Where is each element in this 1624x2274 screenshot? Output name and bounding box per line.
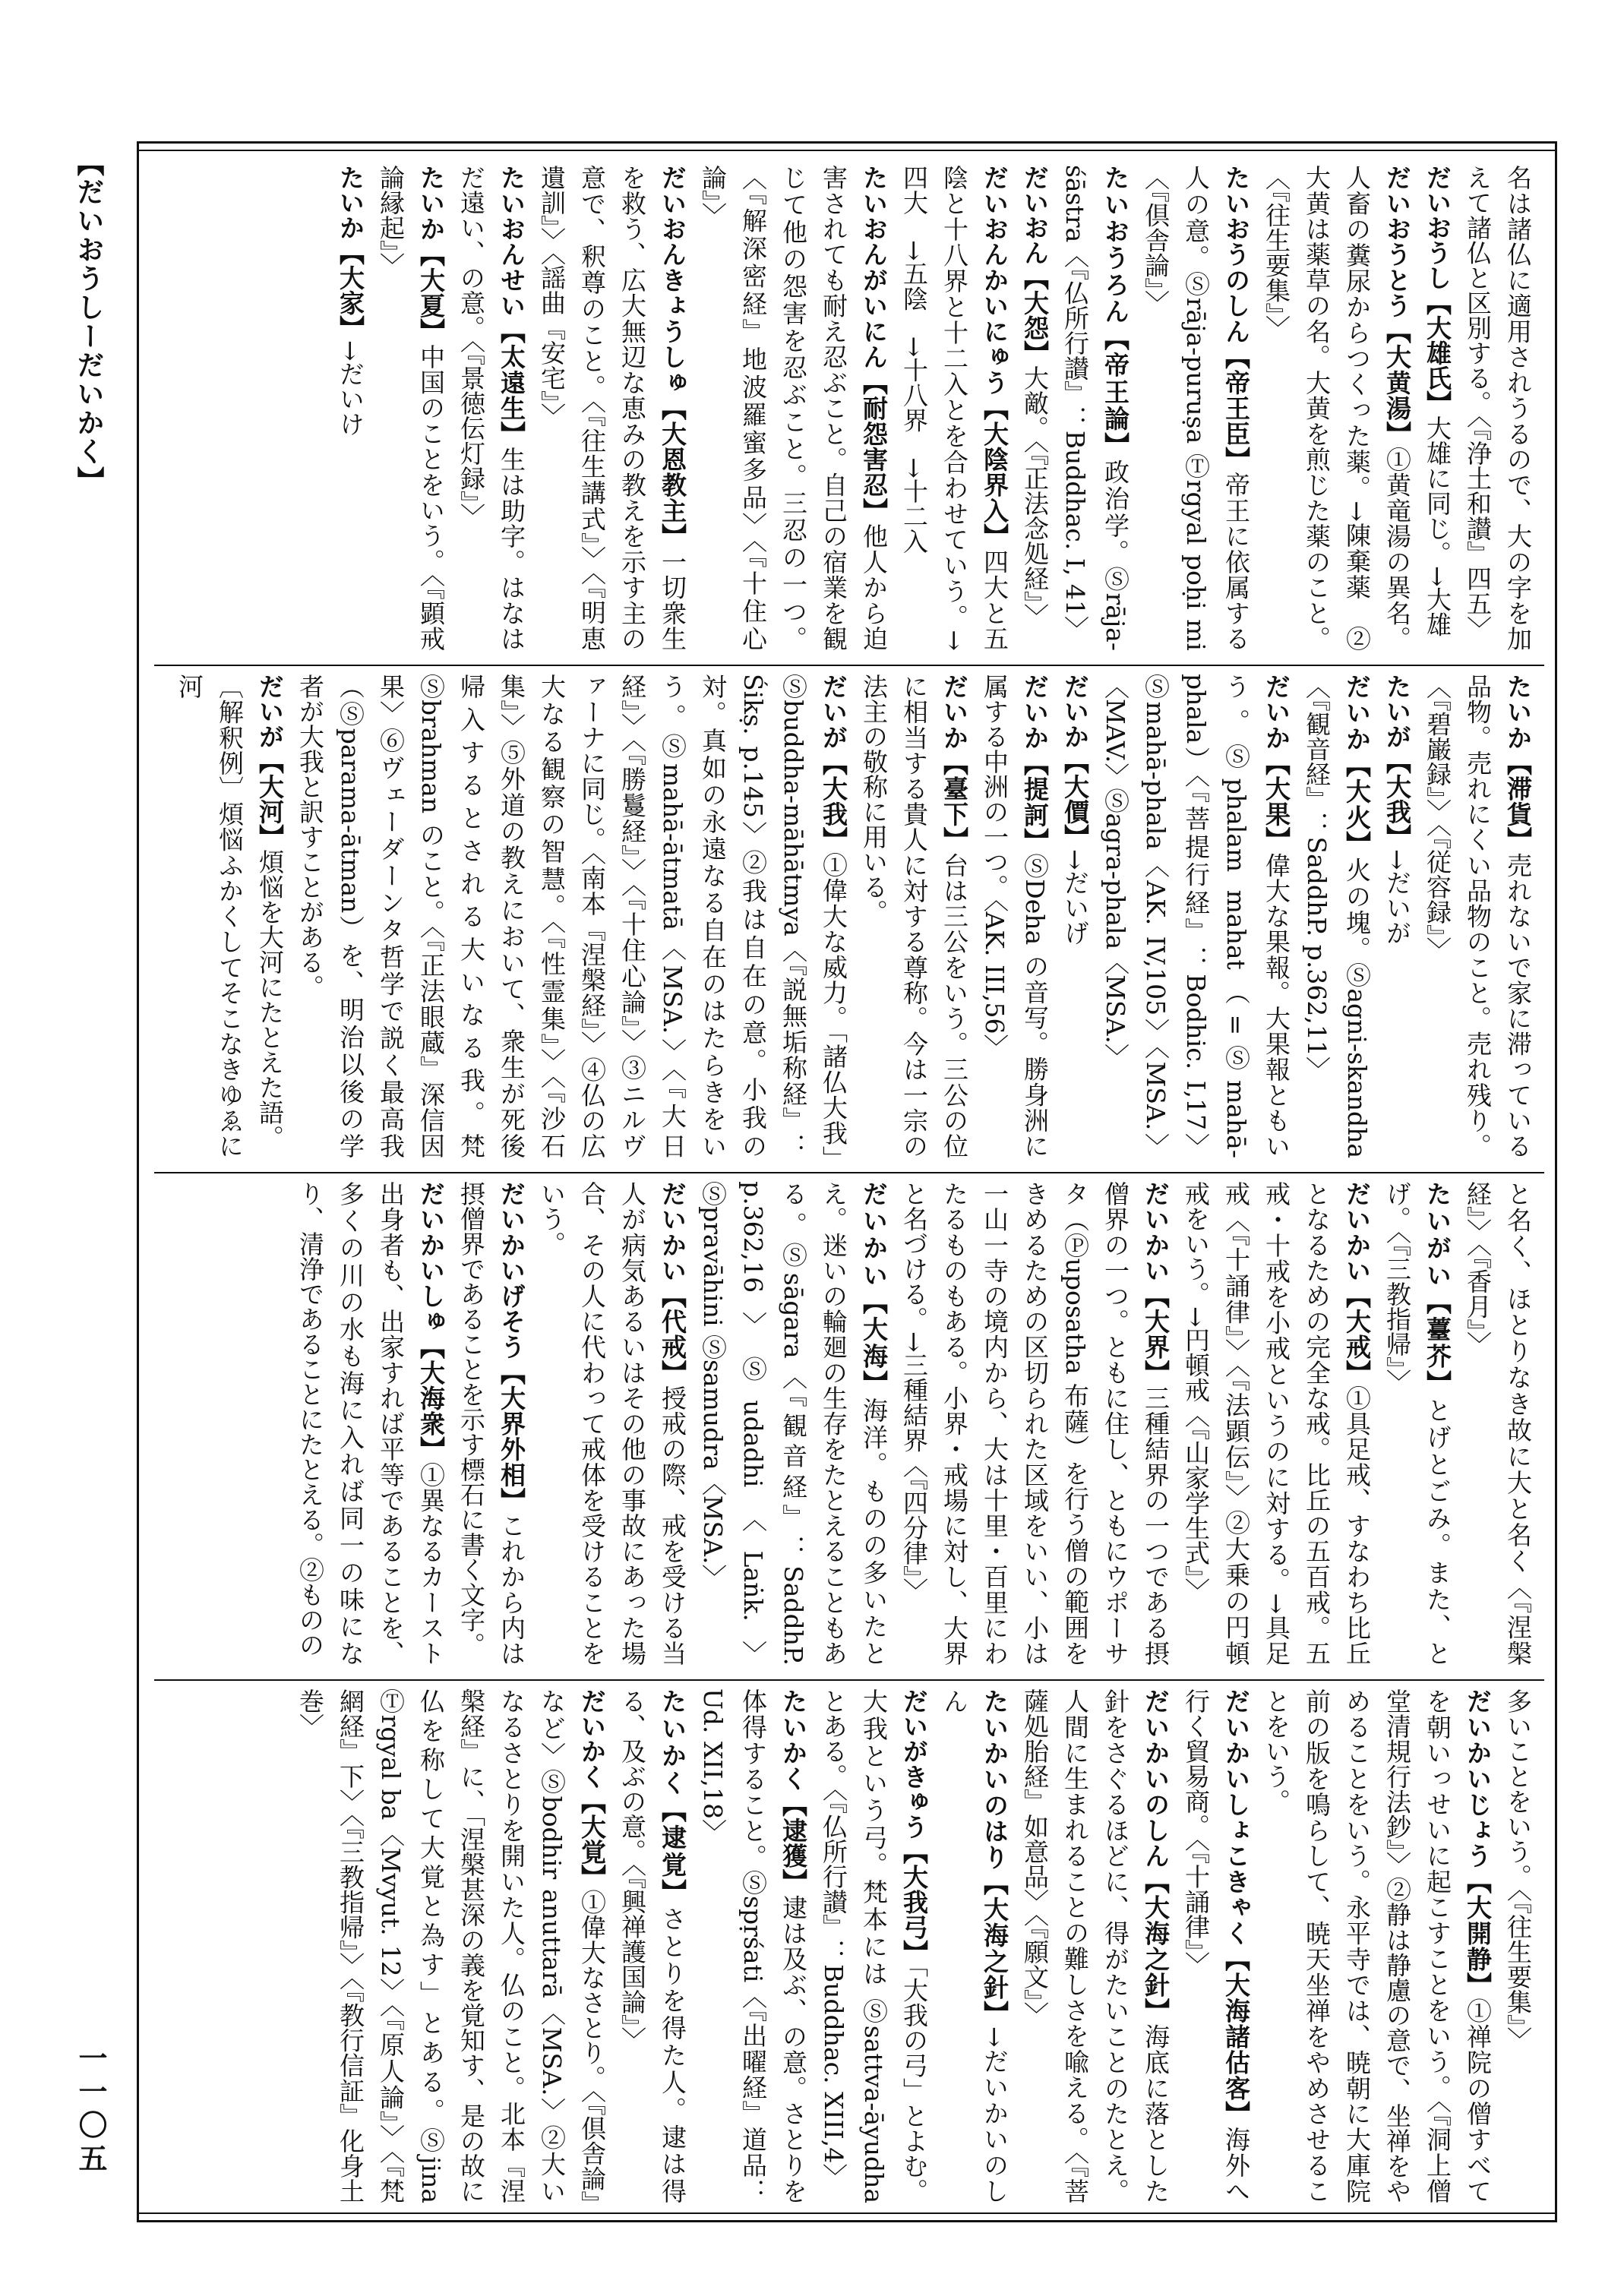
dictionary-entry [1423, 165, 1452, 637]
entry-definition: 「大我の弓」とよむ。大我という弓。梵本には Ⓢsattva-āyudha とある。〈『仏所行讃』：Buddhac. XIII,4〉 [819, 1688, 929, 2204]
dictionary-entry [859, 674, 969, 1158]
entry-definition: ①異なるカースト出身者も、出家すれば平等であることを、多くの川の水も海に入れば同一の味になり、清浄であることにたとえる。②ものの [295, 1181, 446, 1666]
entry-headword: だいかいげそう【大界外相】 [497, 1181, 526, 1513]
dictionary-entry [537, 1181, 687, 1666]
entry-definition: ①偉大なさとり。〈『倶舎論』など〉Ⓢbodhir anuttarā〈MSA.〉②大いなるさとりを開いた人。仏のこと。北本『涅槃経』に、「涅槃甚深の義を覚知す、是の故に仏を称して大覚と為す」とある。Ⓢjina Ⓣrgyal ba〈Mvyut. 12〉〈『原人論』〉〈『梵網経』下〉〈『三教指帰』〉〈『教行信証』化身土巻〉 [295, 1688, 607, 2204]
dictionary-entry [819, 1688, 929, 2203]
dictionary-entry [1020, 1688, 1171, 2203]
entry-headword: たいがい【薹芥】 [1423, 1181, 1452, 1398]
tier-4 [154, 1679, 1544, 2211]
entry-definition: 大雄に同じ。→大雄 [1423, 415, 1452, 637]
page-number: 一一〇五 [74, 2043, 108, 2177]
entry-headword: だいかいじょう【大開静】 [1463, 1688, 1493, 1998]
entry-headword: たいおんせい【太遠生】 [497, 165, 526, 447]
entry-definition: 海洋。ものの多いたとえ。迷いの輪廻の生存をたとえることもある。Ⓢsāgara〈『観音経』：SaddhP. p.362,16〉Ⓢudadhi〈Laṅk.〉Ⓢpravāhini Ⓢsamudra〈MSA.〉 [698, 1181, 889, 1666]
dictionary-entry [1101, 674, 1291, 1158]
page-frame [137, 141, 1557, 2222]
dictionary-entry [1503, 1688, 1533, 2052]
dictionary-entry [899, 165, 1009, 651]
dictionary-entry [457, 1181, 526, 1666]
entry-headword: だいか【提訶】 [1020, 674, 1050, 854]
entry-headword: だいおうし【大雄氏】 [1423, 165, 1452, 415]
dictionary-entry [295, 1181, 446, 1666]
dictionary-entry [899, 1181, 1171, 1666]
entry-definition: 火の塊。Ⓢagni-skandha〈『観音経』：SaddhP. p.362,11〉 [1302, 674, 1372, 1159]
entry-headword: だいか【臺下】 [940, 674, 969, 853]
running-head: 【だいおうしーだいかく】 [73, 149, 105, 495]
entry-definition: →だいが [1382, 849, 1412, 946]
entry-definition: →だいかいのしん [940, 1688, 1009, 2204]
entry-definition: 海外へ行く貿易商。〈『十誦律』〉 [1181, 1688, 1251, 2204]
dictionary-entry [376, 165, 446, 651]
tier-2 [154, 665, 1544, 1166]
dictionary-entry [1463, 1181, 1533, 1666]
dictionary-entry [457, 165, 526, 651]
entry-headword: だいおうとう【大黄湯】 [1382, 165, 1412, 447]
entry-definition: 売れないで家に滞っている品物。売れにくい品物のこと。売れ残り。〈『碧巌録』〉〈『従容録』〉 [1423, 674, 1533, 1159]
dictionary-entry [1262, 1688, 1493, 2203]
entry-definition: これから内は摂僧界であることを示す標石に書く文字。 [457, 1181, 526, 1666]
entry-headword: たいか【滞貨】 [1503, 674, 1533, 853]
entry-headword: たいか【大家】 [336, 165, 365, 340]
entry-headword: たいおんがいにん【耐怨害忍】 [859, 165, 889, 524]
dictionary-entry [295, 1688, 607, 2203]
entry-headword: だいかく【大覚】 [577, 1688, 607, 1890]
entry-definition: と名く、ほとりなき故に大と名く〈『涅槃経』〉〈『香月』〉 [1463, 1181, 1533, 1666]
entry-definition: 名は諸仏に適用されうるので、大の字を加えて諸仏と区別する。〈『浄土和讃』四五〉 [1463, 165, 1533, 651]
entry-definition: 授戒の際、戒を受ける当人が病気あるいはその他の事故にあった場合、その人に代わって戒体を受けることをいう。 [537, 1181, 687, 1666]
entry-definition: 生は助字。はなはだ遠い、の意。〈『景徳伝灯録』〉 [457, 165, 526, 652]
entry-definition: 帝王に依属する人の意。Ⓢrāja-puruṣa Ⓣrgyal poḥi mi〈『倶舎論』〉 [1141, 165, 1251, 652]
tier-3-text [154, 1173, 1544, 1673]
dictionary-entry [618, 1688, 687, 2203]
entry-definition: さとりを得た人。逮は得る、及ぶの意。〈『興禅護国論』〉 [618, 1688, 687, 2204]
entry-headword: だいか【大價】 [1060, 674, 1090, 849]
entry-headword: たいかく【逮獲】 [779, 1688, 808, 1895]
dictionary-entry [1181, 1181, 1372, 1666]
dictionary-entry [698, 1688, 808, 2203]
dictionary-entry [175, 674, 245, 1158]
dictionary-entry [1302, 674, 1372, 1158]
dictionary-entry [1060, 165, 1130, 651]
dictionary-entry [1060, 674, 1090, 946]
dictionary-entry [698, 165, 889, 651]
entry-definition: とげとごみ。また、とげ。〈『三教指帰』〉 [1382, 1181, 1452, 1666]
entry-headword: たいが【大我】 [1382, 674, 1412, 849]
entry-definition: →だいげ [1060, 849, 1090, 946]
entry-headword: だいか【大火】 [1342, 674, 1372, 857]
entry-definition: 政治学。Ⓢrāja-śāstra〈『仏所行讃』：Buddhac. I, 41〉 [1060, 165, 1130, 652]
dictionary-entry [336, 165, 365, 437]
entry-headword: だいおん【大怨】 [1020, 165, 1050, 365]
dictionary-entry [537, 165, 687, 651]
entry-definition: 偉大な果報。大果報ともいう。Ⓢphalam mahat（=Ⓢmahā-phala）〈『菩提行経』：Bodhic. I,17〉Ⓢmahā-phala〈AK. IV,105〉〈MSA.〉〈MAV.〉Ⓢagra-phala〈MSA.〉 [1101, 674, 1291, 1159]
entry-headword: たいか【大夏】 [416, 165, 446, 344]
entry-definition: ①黄竜湯の異名。人畜の糞尿からつくった薬。→陳棄薬 ②大黄は薬草の名。大黄を煎じた薬のこと。〈『往生要集』〉 [1262, 165, 1412, 652]
entry-headword: たいかく【逮覚】 [658, 1688, 687, 1906]
dictionary-entry [1262, 165, 1412, 651]
entry-definition: 三種結界の一つである摂僧界の一つ。ともに住し、ともにウポーサタ（Ⓟuposatha 布薩）を行う僧の範囲をきめるための区切られた区域をいい、小は一山一寺の境内から、大は十里・百里にわたるものもある。小界・戒場に対し、大界と名づける。→三種結界〈『四分律』〉 [899, 1181, 1171, 1666]
entry-definition: 多いことをいう。〈『往生要集』〉 [1503, 1688, 1533, 2052]
entry-headword: だいかいしょこきゃく【大海諸估客】 [1221, 1688, 1251, 2127]
entry-definition: 逮は及ぶ、の意。さとりを体得すること。Ⓢspṛśati〈『出曜経』道品：Ud. XII,18〉 [698, 1688, 808, 2204]
entry-headword: だいが【大河】 [255, 674, 285, 849]
entry-headword: たいおうろん【帝王論】 [1101, 165, 1130, 460]
entry-definition: ①禅院の僧すべてを朝いっせいに起こすことをいう。〈『洞上僧堂清規行法鈔』〉②静は静慮の意で、坐禅をやめることをいう。永平寺では、暁朝に大庫院前の版を鳴らして、暁天坐禅をやめさせることをいう。 [1262, 1688, 1493, 2204]
dictionary-entry [698, 1181, 889, 1666]
tier-1-text [154, 157, 1544, 659]
dictionary-entry [1020, 165, 1050, 629]
dictionary-entry [255, 674, 285, 1150]
entry-headword: だいかい【代戒】 [658, 1181, 687, 1385]
entry-definition: ⓈDeha の音写。勝身洲に属する中洲の一つ。〈AK. III,56〉 [980, 674, 1050, 1159]
dictionary-entry [980, 674, 1050, 1158]
entry-definition: 煩悩を大河にたとえた語。 [255, 849, 285, 1150]
entry-definition: 〔解釈例〕煩悩ふかくしてそこなきゆゑに河 [175, 674, 245, 1158]
entry-definition: 台は三公をいう。三公の位に相当する貴人に対する尊称。今は一宗の法主の敬称に用いる。 [859, 674, 969, 1159]
dictionary-entry [295, 674, 848, 1158]
entry-definition: 大敵。〈『正法念処経』〉 [1020, 365, 1050, 629]
entry-definition: →だいけ [336, 340, 365, 437]
dictionary-entry [1463, 165, 1533, 651]
entry-definition: 一切衆生を救う、広大無辺な恵みの教えを示す主の意で、釈尊のこと。〈『往生講式』〉〈『明恵遺訓』〉〈謡曲『安宅』〉 [537, 165, 687, 652]
entry-definition: 他人から迫害されても耐え忍ぶこと。自己の宿業を観じて他の怨害を忍ぶこと。三忍の一つ。〈『解深密経』地波羅蜜多品〉〈『十住心論』〉 [698, 165, 889, 652]
dictionary-entry [1423, 674, 1533, 1158]
dictionary-entry [1382, 674, 1412, 946]
entry-headword: だいかい【大戒】 [1342, 1181, 1372, 1385]
entry-definition: 四大と五陰と十八界と十二入とを合わせていう。→四大 →五陰 →十八界 →十二入 [899, 165, 1009, 652]
entry-headword: だいかい【大海】 [859, 1181, 889, 1398]
dictionary-entry [1382, 1181, 1452, 1666]
entry-headword: だいかいしゅ【大海衆】 [416, 1181, 446, 1462]
entry-definition: ①偉大な威力。「諸仏大我」Ⓢbuddha-māhātmya〈『説無垢称経』：Śikṣ. p.145〉②我は自在の意。小我の対。真如の永遠なる自在のはたらきをいう。Ⓢmahā-ātmatā〈MSA.〉〈『大日経』〉〈『勝鬘経』〉〈『十住心論』〉③ニルヴァーナに同じ。〈南本『涅槃経』〉④仏の広大なる観察の智慧。〈『性霊集』〉〈『沙石集』〉⑤外道の教えにおいて、衆生が死後帰入するとされる大いなる我。梵Ⓢbrahman のこと。〈『正法眼蔵』深信因果〉⑥ヴェーダーンタ哲学で説く最高我（Ⓢparama-ātman）を、明治以後の学者が大我と訳すことがある。 [295, 674, 848, 1159]
dictionary-entry [940, 1688, 1009, 2203]
entry-headword: だいか【大果】 [1262, 674, 1291, 853]
entry-headword: だいかいのしん【大海之針】 [1141, 1688, 1171, 2024]
entry-headword: たいおうのしん【帝王臣】 [1221, 165, 1251, 472]
entry-headword: だいが【大我】 [819, 674, 848, 853]
tier-1 [154, 157, 1544, 659]
entry-headword: だいがきゅう【大我弓】 [899, 1688, 929, 1965]
tier-3 [154, 1172, 1544, 1673]
entry-headword: たいかいのはり【大海之針】 [980, 1688, 1009, 2026]
entry-definition: 海底に落とした針をさぐるほどに、得がたいことのたとえ。人間に生まれることの難しさを喩える。〈『菩薩処胎経』如意品〉〈『願文』〉 [1020, 1688, 1171, 2204]
entry-headword: だいおんきょうしゅ【大恩教主】 [658, 165, 687, 549]
entry-definition: 中国のことをいう。〈『顕戒論縁起』〉 [376, 165, 446, 652]
tier-4-text [154, 1681, 1544, 2211]
entry-headword: だいおんかいにゅう【大陰界入】 [980, 165, 1009, 549]
dictionary-entry [1181, 1688, 1251, 2203]
entry-definition: ①具足戒、すなわち比丘となるための完全な戒。比丘の五百戒。五戒・十戒を小戒というのに対する。→具足戒〈『十誦律』〉〈『法顕伝』〉②大乗の円頓戒をいう。→円頓戒〈『山家学生式』〉 [1181, 1181, 1372, 1666]
tier-2-text [154, 666, 1544, 1166]
dictionary-entry [1141, 165, 1251, 651]
entry-headword: だいかい【大界】 [1141, 1181, 1171, 1385]
